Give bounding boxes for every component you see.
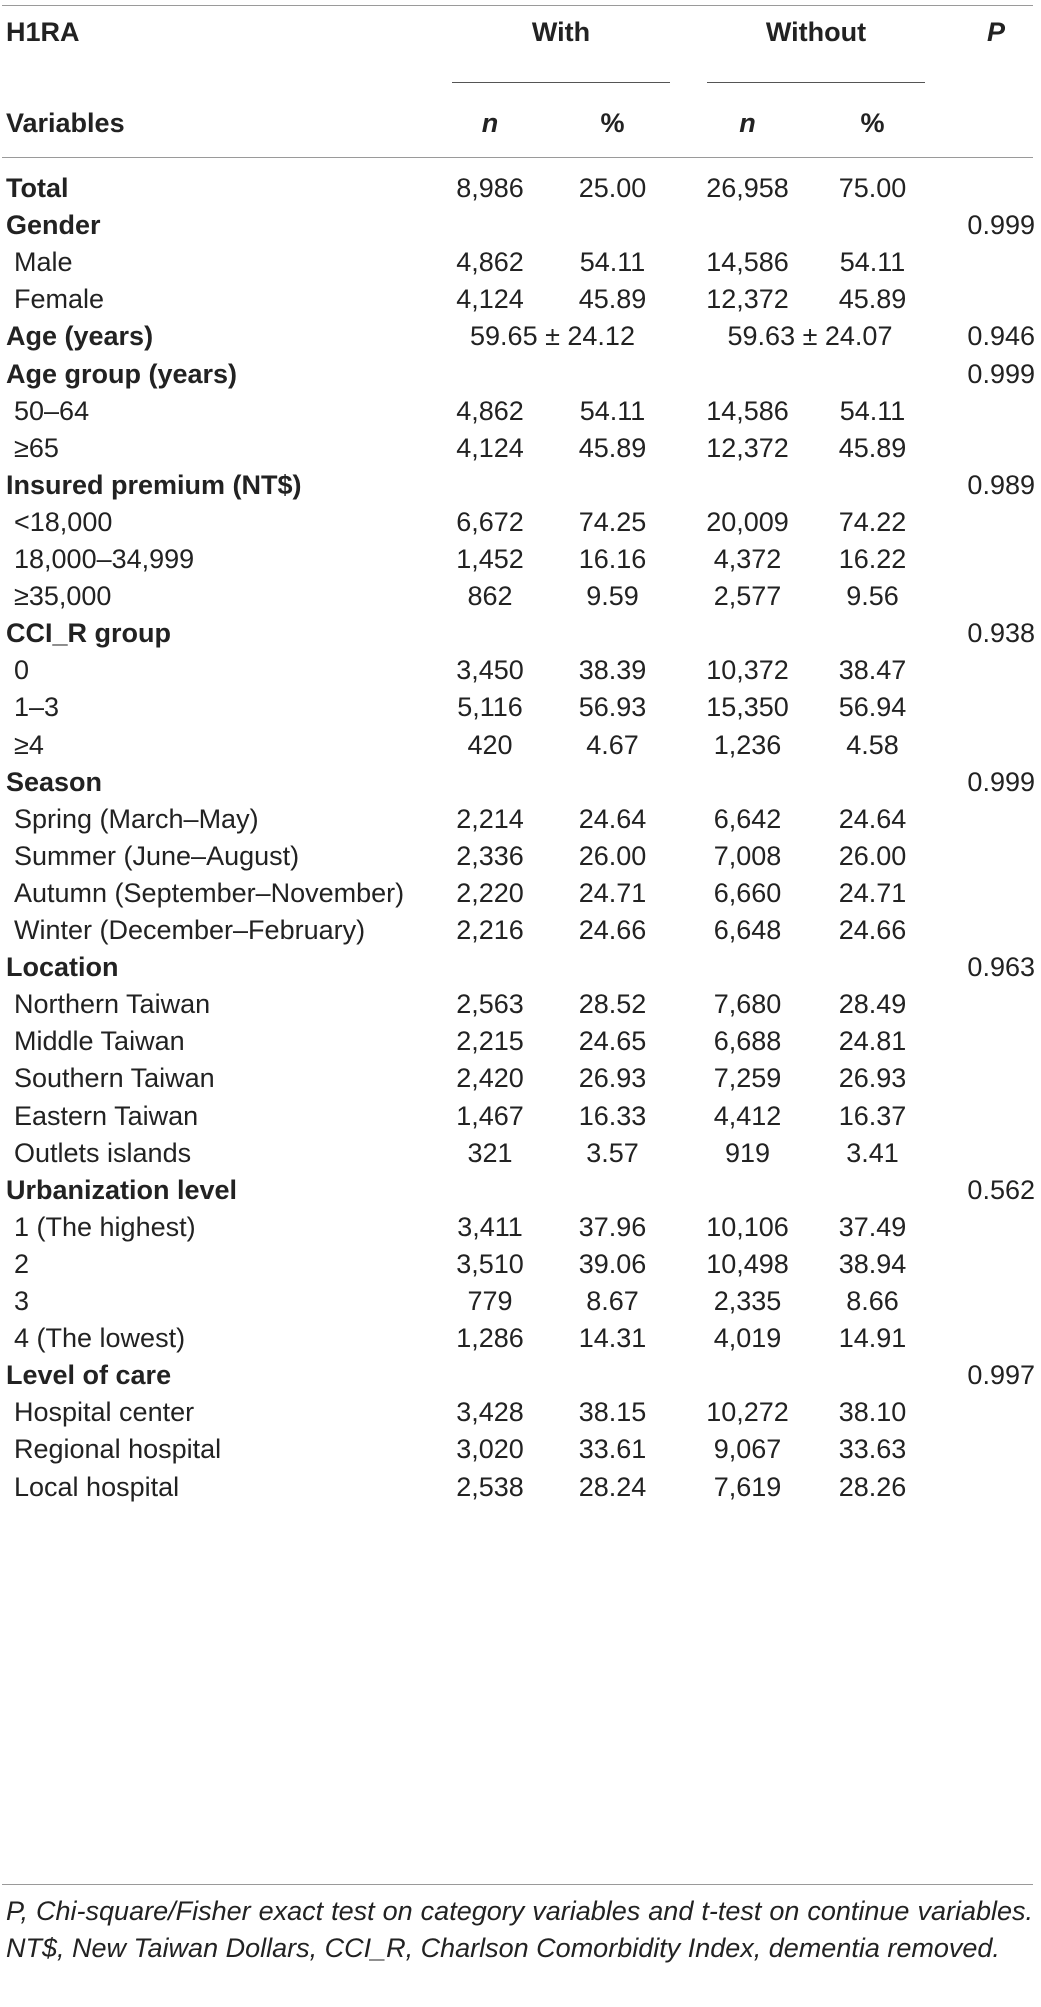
row-label: <18,000 xyxy=(14,506,113,537)
header-p: P xyxy=(986,17,1005,47)
without-pct: 24.81 xyxy=(838,1026,907,1057)
with-n: 3,450 xyxy=(456,655,524,686)
row-label: Age group (years) xyxy=(6,358,238,389)
without-pct: 54.11 xyxy=(839,247,906,278)
header-h1ra: H1RA xyxy=(6,17,80,47)
row-label: Eastern Taiwan xyxy=(14,1100,199,1131)
row-label: Winter (December–February) xyxy=(14,915,366,945)
without-pct: 38.47 xyxy=(838,655,907,686)
with-pct: 28.52 xyxy=(578,989,647,1020)
with-pct: 54.11 xyxy=(579,395,646,426)
without-pct: 75.00 xyxy=(838,173,907,203)
with-n: 2,563 xyxy=(456,989,524,1020)
with-pct: 3.57 xyxy=(586,1137,639,1168)
row-label: Local hospital xyxy=(14,1471,180,1502)
row-label: Urbanization level xyxy=(6,1174,238,1205)
row-label: 3 xyxy=(14,1286,30,1316)
with-pct: 54.11 xyxy=(579,247,646,278)
with-pct: 45.89 xyxy=(578,284,647,315)
with-pct: 74.25 xyxy=(578,506,647,537)
with-n: 3,428 xyxy=(456,1397,524,1428)
header-with: With xyxy=(531,17,591,47)
with-pct: 9.59 xyxy=(586,581,639,612)
p-value: 0.999 xyxy=(967,358,1035,389)
header-without: Without xyxy=(765,17,867,47)
with-n: 2,336 xyxy=(456,840,524,871)
without-pct: 24.71 xyxy=(838,877,907,908)
with-pct: 39.06 xyxy=(578,1248,647,1279)
with-n: 1,452 xyxy=(456,544,524,574)
with-n: 4,124 xyxy=(456,432,524,463)
without-pct: 56.94 xyxy=(838,692,907,723)
without-pct: 9.56 xyxy=(846,581,899,612)
with-group-underline xyxy=(452,82,670,83)
row-label: 0 xyxy=(14,655,30,686)
without-n: 6,642 xyxy=(713,803,782,834)
header-with-n: n xyxy=(481,108,499,138)
without-n: 12,372 xyxy=(706,284,789,315)
row-label: Southern Taiwan xyxy=(14,1063,215,1094)
without-pct: 45.89 xyxy=(838,284,907,315)
without-n: 12,372 xyxy=(706,432,789,463)
without-pct: 33.63 xyxy=(838,1434,907,1465)
with-pct: 24.71 xyxy=(578,877,647,908)
p-value: 0.999 xyxy=(967,210,1035,241)
row-label: 4 (The lowest) xyxy=(14,1323,186,1354)
without-n: 10,106 xyxy=(706,1211,789,1242)
without-n: 4,019 xyxy=(713,1323,782,1354)
with-pct: 24.64 xyxy=(578,803,647,834)
without-n: 7,008 xyxy=(713,840,782,871)
with-pct: 33.61 xyxy=(578,1434,647,1465)
with-pct: 24.65 xyxy=(578,1026,647,1057)
without-pct: 4.58 xyxy=(846,729,899,760)
with-pct: 25.00 xyxy=(578,173,647,203)
row-label: Male xyxy=(14,247,73,278)
without-n: 7,619 xyxy=(713,1471,782,1502)
without-group-underline xyxy=(707,82,925,83)
bottom-rule xyxy=(2,1884,1033,1885)
header-without-n: n xyxy=(739,108,756,138)
without-n: 14,586 xyxy=(706,247,789,278)
with-n: 3,020 xyxy=(456,1434,524,1465)
without-pct: 8.66 xyxy=(846,1286,899,1316)
with-n: 2,220 xyxy=(456,877,524,908)
without-n: 9,067 xyxy=(713,1434,782,1465)
with-pct: 16.33 xyxy=(578,1100,647,1131)
footnote: P, Chi-square/Fisher exact test on category variables and t-test on continue variables. NT$, New Taiwan Dollars, CCI_R, Charlson Comorbidity Index, dementia removed. xyxy=(6,1896,1033,1963)
row-label: Autumn (September–November) xyxy=(14,877,405,908)
with-pct: 24.66 xyxy=(578,915,647,945)
without-pct: 74.22 xyxy=(838,506,907,537)
with-pct: 56.93 xyxy=(578,692,647,723)
p-value: 0.562 xyxy=(967,1174,1035,1205)
without-pct: 45.89 xyxy=(838,432,907,463)
row-label: Summer (June–August) xyxy=(14,840,300,871)
without-n: 15,350 xyxy=(706,692,789,723)
without-n: 6,648 xyxy=(713,915,782,945)
p-value: 0.999 xyxy=(967,766,1035,797)
row-label: 1 (The highest) xyxy=(14,1211,196,1242)
without-pct: 14.91 xyxy=(838,1323,907,1354)
with-n: 779 xyxy=(467,1286,513,1316)
with-pct: 4.67 xyxy=(586,729,639,760)
with-n: 862 xyxy=(467,581,513,612)
without-n: 10,498 xyxy=(706,1248,789,1279)
with-n: 2,420 xyxy=(456,1063,524,1094)
with-n: 321 xyxy=(467,1137,513,1168)
with-n: 6,672 xyxy=(456,506,524,537)
row-label: Female xyxy=(14,284,105,315)
row-label: Outlets islands xyxy=(14,1137,192,1168)
row-label: CCI_R group xyxy=(6,618,171,649)
without-n: 26,958 xyxy=(706,173,789,203)
row-label: Spring (March–May) xyxy=(14,803,259,834)
without-pct: 37.49 xyxy=(838,1211,907,1242)
with-pct: 14.31 xyxy=(578,1323,647,1354)
without-n: 4,372 xyxy=(713,544,782,574)
row-label: ≥35,000 xyxy=(14,581,112,612)
without-n: 7,259 xyxy=(713,1063,782,1094)
without-n: 2,335 xyxy=(713,1286,782,1316)
row-label: Middle Taiwan xyxy=(14,1026,185,1057)
row-label: 2 xyxy=(14,1248,30,1279)
header-without-pct: % xyxy=(860,108,885,138)
without-pct: 16.22 xyxy=(838,544,907,574)
without-n: 4,412 xyxy=(713,1100,782,1131)
with-pct: 26.93 xyxy=(578,1063,647,1094)
with-pct: 38.39 xyxy=(578,655,647,686)
header-variables: Variables xyxy=(6,108,125,138)
with-pct: 26.00 xyxy=(578,840,647,871)
with-n: 3,411 xyxy=(457,1211,523,1242)
without-n: 10,272 xyxy=(706,1397,789,1428)
row-label: Gender xyxy=(6,210,101,241)
with-n: 8,986 xyxy=(456,173,524,203)
row-label: 1–3 xyxy=(14,692,60,723)
without-n: 1,236 xyxy=(713,729,782,760)
without-pct: 26.93 xyxy=(838,1063,907,1094)
with-pct: 37.96 xyxy=(578,1211,647,1242)
with-n: 2,214 xyxy=(456,803,524,834)
table-row xyxy=(0,1464,1041,1511)
with-n: 4,124 xyxy=(456,284,524,315)
with-n: 2,216 xyxy=(456,915,524,945)
with-n: 5,116 xyxy=(457,692,523,723)
with-pct: 8.67 xyxy=(586,1286,639,1316)
row-label: Regional hospital xyxy=(14,1434,222,1465)
row-label: Age (years) xyxy=(6,321,154,352)
without-pct: 54.11 xyxy=(839,395,906,426)
row-label: Level of care xyxy=(6,1360,172,1391)
without-pct: 16.37 xyxy=(838,1100,907,1131)
without-n: 6,660 xyxy=(713,877,782,908)
without-mean-sd: 59.63 ± 24.07 xyxy=(727,321,893,352)
header-with-pct: % xyxy=(600,108,625,138)
p-value: 0.963 xyxy=(967,952,1035,983)
with-pct: 16.16 xyxy=(578,544,647,574)
with-n: 3,510 xyxy=(456,1248,524,1279)
row-label: ≥4 xyxy=(14,729,44,760)
with-mean-sd: 59.65 ± 24.12 xyxy=(470,321,635,352)
row-label: Northern Taiwan xyxy=(14,989,211,1020)
without-n: 919 xyxy=(724,1137,771,1168)
without-pct: 28.49 xyxy=(838,989,907,1020)
without-n: 20,009 xyxy=(706,506,789,537)
with-n: 2,538 xyxy=(456,1471,524,1502)
row-label: Hospital center xyxy=(14,1397,195,1428)
with-n: 2,215 xyxy=(456,1026,524,1057)
with-n: 4,862 xyxy=(456,395,524,426)
header-rule xyxy=(2,157,1033,158)
row-label: 50–64 xyxy=(14,395,90,426)
without-pct: 38.94 xyxy=(838,1248,907,1279)
without-pct: 26.00 xyxy=(838,840,907,871)
row-label: Total xyxy=(6,173,69,203)
p-value: 0.989 xyxy=(967,469,1035,500)
row-label: Season xyxy=(6,766,103,797)
without-pct: 38.10 xyxy=(838,1397,907,1428)
row-label: Location xyxy=(6,952,119,983)
with-pct: 28.24 xyxy=(578,1471,647,1502)
row-label: ≥65 xyxy=(14,432,59,463)
p-value: 0.938 xyxy=(967,618,1035,649)
with-pct: 45.89 xyxy=(578,432,647,463)
with-n: 1,286 xyxy=(456,1323,524,1354)
without-n: 2,577 xyxy=(713,581,782,612)
without-pct: 28.26 xyxy=(838,1471,907,1502)
without-n: 7,680 xyxy=(713,989,782,1020)
with-pct: 38.15 xyxy=(578,1397,647,1428)
with-n: 1,467 xyxy=(456,1100,524,1131)
without-n: 10,372 xyxy=(706,655,789,686)
without-pct: 24.64 xyxy=(838,803,907,834)
row-label: 18,000–34,999 xyxy=(14,544,195,574)
p-value: 0.946 xyxy=(967,321,1035,352)
top-rule xyxy=(2,5,1033,6)
p-value: 0.997 xyxy=(967,1360,1035,1391)
without-pct: 3.41 xyxy=(846,1137,899,1168)
without-n: 14,586 xyxy=(706,395,789,426)
with-n: 4,862 xyxy=(456,247,524,278)
without-pct: 24.66 xyxy=(838,915,907,945)
with-n: 420 xyxy=(467,729,513,760)
row-label: Insured premium (NT$) xyxy=(6,469,302,500)
without-n: 6,688 xyxy=(713,1026,782,1057)
